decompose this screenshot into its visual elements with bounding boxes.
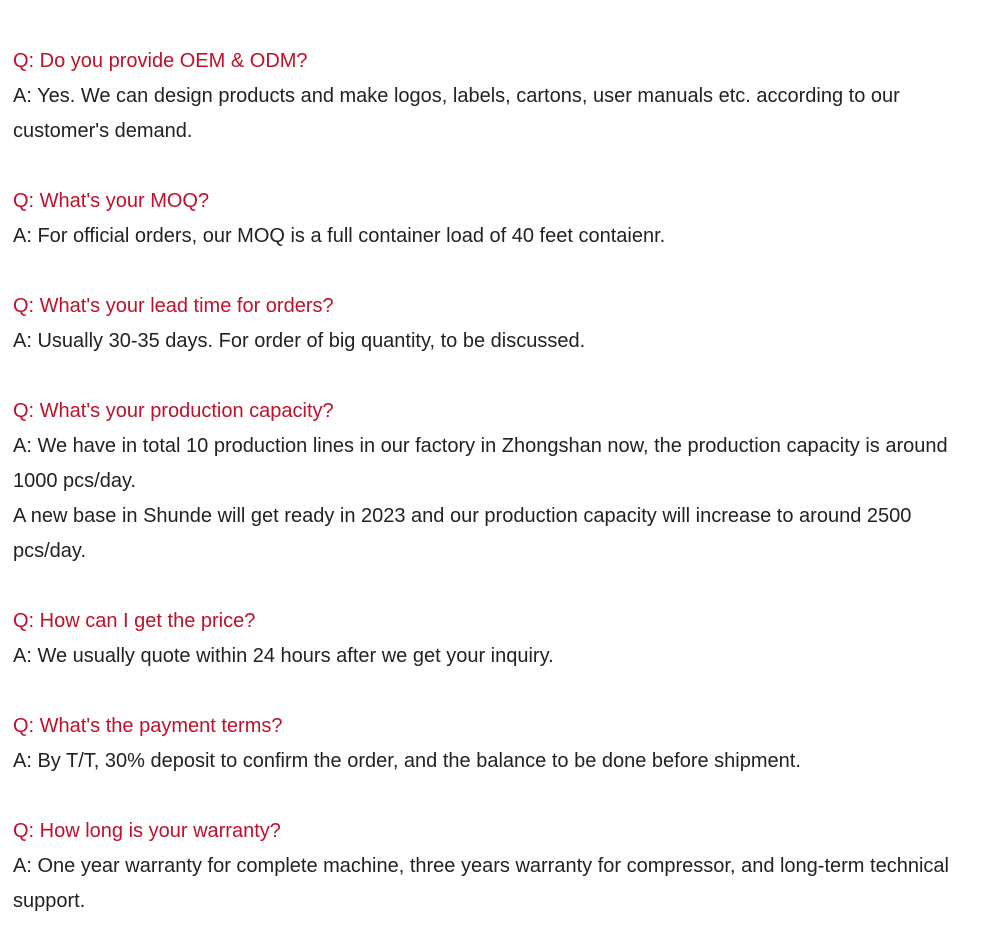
faq-question: Q: What's your lead time for orders? bbox=[13, 295, 334, 317]
faq-question: Q: How long is your warranty? bbox=[13, 820, 281, 842]
faq-answer: A: Yes. We can design products and make logos, labels, cartons, user manuals etc. according to our customer's demand. bbox=[13, 85, 900, 142]
faq-answer: A: By T/T, 30% deposit to confirm the order, and the balance to be done before shipment. bbox=[13, 750, 801, 772]
faq-answer: A: We usually quote within 24 hours after we get your inquiry. bbox=[13, 645, 554, 667]
faq-item-lead-time bbox=[13, 289, 961, 359]
faq-item-price bbox=[13, 604, 961, 674]
faq-item-moq bbox=[13, 184, 961, 254]
faq-question: Q: What's the payment terms? bbox=[13, 715, 283, 737]
faq-answer-extra: A new base in Shunde will get ready in 2023 and our production capacity will increase to around 2500 pcs/day. bbox=[13, 505, 912, 562]
faq-item-production-capacity bbox=[13, 394, 961, 569]
faq-answer: A: For official orders, our MOQ is a full container load of 40 feet contaienr. bbox=[13, 225, 666, 247]
faq-item-warranty bbox=[13, 814, 961, 919]
faq-question: Q: Do you provide OEM & ODM? bbox=[13, 50, 308, 72]
faq-item-oem-odm bbox=[13, 44, 961, 149]
faq-answer: A: Usually 30-35 days. For order of big quantity, to be discussed. bbox=[13, 330, 586, 352]
faq-question: Q: How can I get the price? bbox=[13, 610, 256, 632]
faq-answer: A: One year warranty for complete machine, three years warranty for compressor, and long-term technical support. bbox=[13, 855, 949, 912]
faq-question: Q: What's your production capacity? bbox=[13, 400, 334, 422]
faq-question: Q: What's your MOQ? bbox=[13, 190, 210, 212]
faq-item-payment-terms bbox=[13, 709, 961, 779]
faq-answer: A: We have in total 10 production lines in our factory in Zhongshan now, the production capacity is around 1000 pcs/day. bbox=[13, 435, 948, 492]
